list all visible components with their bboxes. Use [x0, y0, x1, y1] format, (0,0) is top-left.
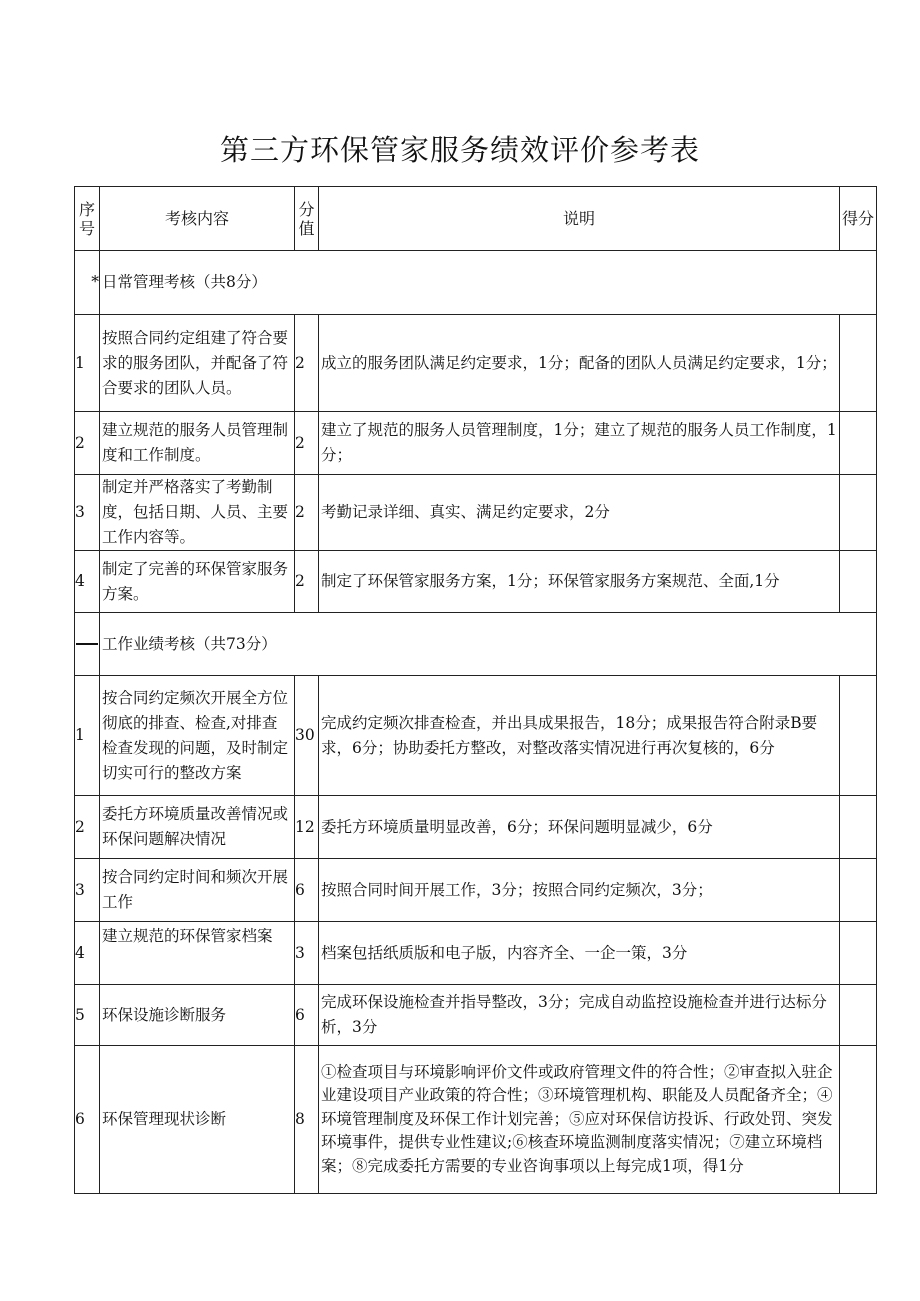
row-got	[840, 1046, 877, 1194]
section-marker-dash	[76, 643, 98, 645]
evaluation-table	[74, 186, 877, 1194]
table-row	[75, 985, 877, 1046]
table-row	[75, 551, 877, 613]
header-index	[75, 187, 100, 251]
row-score: 30	[295, 676, 319, 796]
row-index: 6	[75, 1046, 100, 1194]
section-marker: *	[75, 251, 100, 315]
header-score-char-1: 分	[298, 199, 315, 219]
header-got: 得分	[840, 187, 877, 251]
table-row	[75, 412, 877, 475]
row-index: 1	[75, 315, 100, 412]
table-row	[75, 475, 877, 551]
row-content: 环保管理现状诊断	[100, 1046, 295, 1194]
row-content: 按合同约定频次开展全方位彻底的排查、检查,对排查检查发现的问题，及时制定切实可行的整改方案	[100, 676, 295, 796]
row-content: 建立规范的环保管家档案	[100, 922, 295, 985]
row-desc: 委托方环境质量明显改善，6分；环保问题明显减少，6分	[319, 796, 840, 859]
row-got	[840, 475, 877, 551]
table-row	[75, 859, 877, 922]
row-got	[840, 676, 877, 796]
row-got	[840, 922, 877, 985]
section-title: 工作业绩考核（共73分）	[100, 613, 877, 676]
row-index: 2	[75, 796, 100, 859]
row-index: 1	[75, 676, 100, 796]
row-content: 委托方环境质量改善情况或环保问题解决情况	[100, 796, 295, 859]
row-content: 制定并严格落实了考勤制度，包括日期、人员、主要工作内容等。	[100, 475, 295, 551]
header-content: 考核内容	[100, 187, 295, 251]
row-index: 2	[75, 412, 100, 475]
row-desc: 成立的服务团队满足约定要求，1分；配备的团队人员满足约定要求，1分；	[319, 315, 840, 412]
table-row	[75, 796, 877, 859]
row-got	[840, 315, 877, 412]
row-content: 建立规范的服务人员管理制度和工作制度。	[100, 412, 295, 475]
row-index: 5	[75, 985, 100, 1046]
row-content: 按照合同约定组建了符合要求的服务团队，并配备了符合要求的团队人员。	[100, 315, 295, 412]
section-row	[75, 251, 877, 315]
row-got	[840, 551, 877, 613]
page-title: 第三方环保管家服务绩效评价参考表	[219, 133, 700, 167]
row-desc: 档案包括纸质版和电子版，内容齐全、一企一策，3分	[319, 922, 840, 985]
table-row	[75, 922, 877, 985]
section-title: 日常管理考核（共8分）	[100, 251, 877, 315]
table-row	[75, 676, 877, 796]
row-score: 6	[295, 985, 319, 1046]
section-marker	[75, 613, 100, 676]
row-desc: 完成约定频次排查检查，并出具成果报告，18分；成果报告符合附录B要求，6分；协助委托方整改，对整改落实情况进行再次复核的，6分	[319, 676, 840, 796]
table-row	[75, 315, 877, 412]
row-score: 2	[295, 551, 319, 613]
row-score: 6	[295, 859, 319, 922]
row-score: 12	[295, 796, 319, 859]
section-row	[75, 613, 877, 676]
row-desc: ①检查项目与环境影响评价文件或政府管理文件的符合性；②审查拟入驻企业建设项目产业政策的符合性；③环境管理机构、职能及人员配备齐全；④环境管理制度及环保工作计划完善；⑤应对环保信访投诉、行政处罚、突发环境事件，提供专业性建议;⑥核查环境监测制度落实情况；⑦建立环境档案；⑧完成委托方需要的专业咨询事项以上每完成1项，得1分	[319, 1046, 840, 1194]
row-content: 环保设施诊断服务	[100, 985, 295, 1046]
row-desc: 按照合同时间开展工作，3分；按照合同约定频次，3分；	[319, 859, 840, 922]
row-index: 4	[75, 922, 100, 985]
header-desc: 说明	[319, 187, 840, 251]
row-index: 4	[75, 551, 100, 613]
header-row	[75, 187, 877, 251]
row-score: 2	[295, 412, 319, 475]
row-content: 按合同约定时间和频次开展工作	[100, 859, 295, 922]
row-desc: 完成环保设施检查并指导整改，3分；完成自动监控设施检查并进行达标分析，3分	[319, 985, 840, 1046]
row-score: 8	[295, 1046, 319, 1194]
row-got	[840, 859, 877, 922]
row-desc: 制定了环保管家服务方案，1分；环保管家服务方案规范、全面,1分	[319, 551, 840, 613]
table-row	[75, 1046, 877, 1194]
header-score	[295, 187, 319, 251]
row-score: 2	[295, 475, 319, 551]
header-score-char-2: 值	[298, 218, 315, 238]
row-got	[840, 412, 877, 475]
row-index: 3	[75, 859, 100, 922]
row-desc: 考勤记录详细、真实、满足约定要求，2分	[319, 475, 840, 551]
row-score: 2	[295, 315, 319, 412]
row-got	[840, 985, 877, 1046]
row-index: 3	[75, 475, 100, 551]
row-score: 3	[295, 922, 319, 985]
header-index-label: 序号	[78, 199, 95, 238]
row-desc: 建立了规范的服务人员管理制度，1分；建立了规范的服务人员工作制度，1分；	[319, 412, 840, 475]
row-content: 制定了完善的环保管家服务方案。	[100, 551, 295, 613]
row-got	[840, 796, 877, 859]
